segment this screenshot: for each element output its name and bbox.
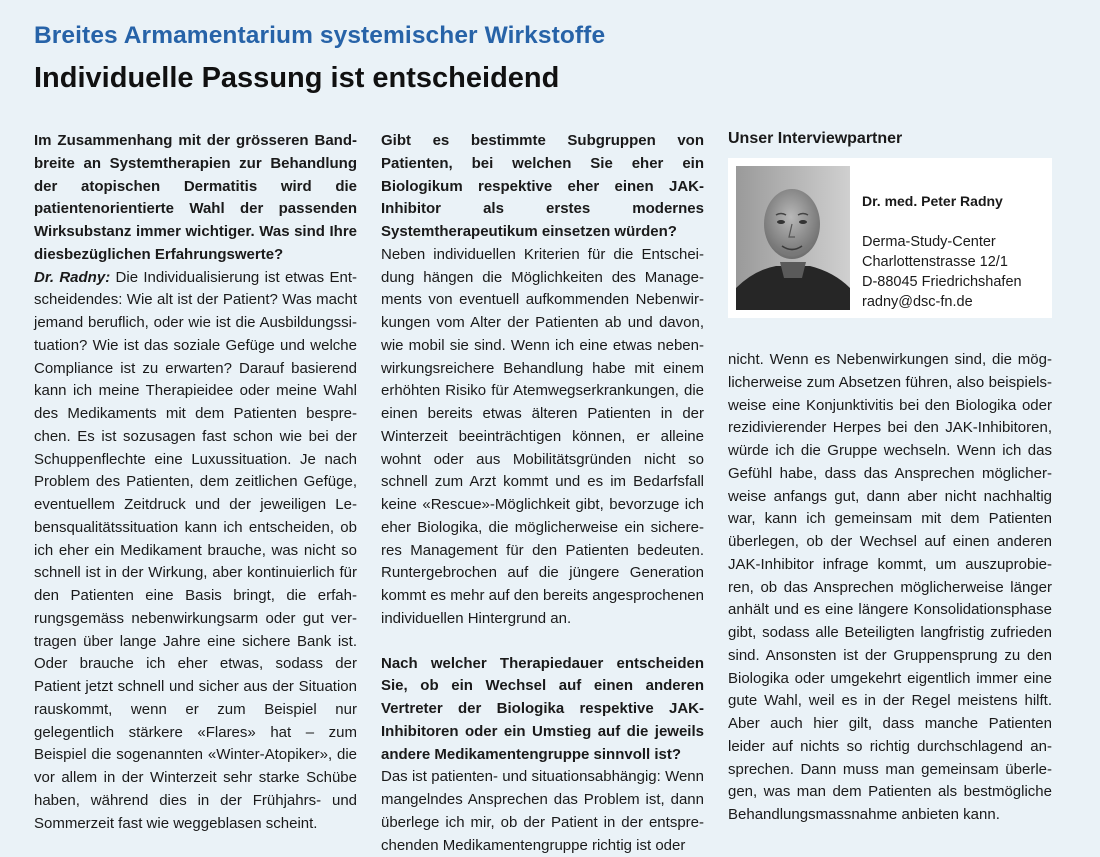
question-3: Nach welcher Therapiedauer entscheiden Sie, ob ein Wechsel auf einen anderen Vertreter der Biologika respektive JAK-Inhibitoren oder ein Umstieg auf die jeweils andere Medikamentengruppe sinnvoll ist? bbox=[381, 654, 704, 763]
article-column-3 bbox=[728, 349, 1052, 827]
partner-card bbox=[728, 158, 1052, 318]
portrait-photo bbox=[736, 166, 850, 310]
partner-heading: Unser Interviewpartner bbox=[728, 130, 903, 147]
partner-email: radny@dsc-fn.de bbox=[862, 294, 973, 310]
question-1: Im Zusammenhang mit der grösseren Bandbreite an Systemtherapien zur Behandlung der atopischen Dermatitis wird die patientenorientierte Wahl der passenden Wirksubstanz immer wichtiger. Was sind Ihre diesbezüglichen Erfahrungswerte? bbox=[34, 132, 357, 263]
article-column-1 bbox=[34, 130, 357, 835]
article-column-2 bbox=[381, 130, 704, 857]
partner-org: Derma-Study-Center bbox=[862, 234, 996, 250]
partner-street: Charlottenstrasse 12/1 bbox=[862, 254, 1008, 270]
partner-address bbox=[862, 232, 1022, 312]
answer-2: Neben individuellen Kriterien für die Entscheidung hängen die Möglichkeiten des Managements von eventuell aufkommenden Nebenwirkungen vom Alter der Patienten ab und davon, wie mobil sie sind. Wenn ich eine etwas nebenwirkungsreichere Behandlung habe mit einem erhöhten Risiko für Atemwegserkrankungen, die einen bereits etwas älteren Patienten in der Winterzeit beeinträchtigen können, er alleine wohnt oder aus Mobilitätsgründen nicht so schnell zum Arzt kommt und es im Bedarfsfall keine «Rescue»-Möglichkeit gibt, bevorzuge ich eher Biologika, die möglicherweise ein sichereres Management für den Patienten bedeuten. Runtergebrochen auf die jüngere Generation kommt es mehr auf den bereits angesprochenen individuellen Hintergrund an. bbox=[381, 245, 704, 627]
article-headline: Individuelle Passung ist entscheidend bbox=[34, 62, 560, 94]
speaker-label: Dr. Radny: bbox=[34, 268, 111, 286]
answer-1-text: Die Individualisierung ist etwas Entscheidendes: Wie alt ist der Patient? Was macht jemand beruflich, oder wie ist die Ausbildungssituation? Wie ist das soziale Gefüge und welche Compliance ist zu erwarten? Darauf basierend kann ich meine Therapieidee oder meine Wahl des Medikaments mit dem Patienten besprechen. Es ist sozusagen fast schon wie bei der Schuppenflechte eine Luxussituation. Je nach Problem des Patienten, dem zeitlichen Gefüge, eventuellem Zeitdruck und der jeweiligen Lebensqualitätssituation kann ich entscheiden, ob ich eher ein Medikament brauche, was nicht so schnell ist in der Wirkung, aber kontinuierlich für den Patienten eine Basis bringt, die erfahrungsgemäss nebenwirkungsarm oder gut vertragen über lange Jahre eine sichere Bank ist. Oder brauche ich eher etwas, sodass der Patient jetzt schnell und sicher aus der Situation rauskommt, wenn er zum Beispiel nur gelegentlich stärkere «Flares» hat – zum Beispiel die sogenannten «Winter-Atopiker», die vor allem in der Winterzeit sehr starke Schübe haben, während dies in der Frühjahrs- und Sommerzeit fast wie weggeblasen scheint. bbox=[34, 268, 357, 832]
partner-city: D-88045 Friedrichshafen bbox=[862, 274, 1022, 290]
question-2: Gibt es bestimmte Subgruppen von Patienten, bei welchen Sie eher ein Biologikum respektive eher einen JAK-Inhibitor als erstes modernes Systemtherapeutikum einsetzen würden? bbox=[381, 132, 704, 240]
paragraph-gap bbox=[381, 631, 704, 653]
answer-3: Das ist patienten- und situationsabhängig: Wenn mangelndes Ansprechen das Problem ist, dann überlege ich mir, ob der Patient in der entsprechenden Medikamentengruppe richtig ist oder bbox=[381, 768, 704, 854]
portrait-image bbox=[736, 166, 850, 310]
answer-3-continued: nicht. Wenn es Nebenwirkungen sind, die möglicherweise zum Absetzen führen, also beispielsweise eine Konjunktivitis bei den Biologika oder rezidivierender Herpes bei den JAK-Inhibitoren, würde ich die Gruppe wechseln. Wenn ich das Gefühl habe, dass das Ansprechen möglicherweise anfangs gut, dann aber nicht nachhaltig war, kann ich gemeinsam mit dem Patienten überlegen, ob der Wechsel auf einen anderen JAK-Inhibitor infrage kommt, um auszuprobieren, ob das Ansprechen möglicherweise länger anhält und es eine längere Konsolidationsphase gibt, sodass alle Beteiligten langfristig zufrieden sind. Ansonsten ist der Gruppensprung zu den Biologika oder umgekehrt eigentlich immer eine gute Wahl, weil es in der Regel meistens hilft. Aber auch hier gilt, dass manche Patienten leider auf nichts so richtig durchschlagend ansprechen. Dann muss man gemeinsam überlegen, was man dem Patienten als bestmögliche Behandlungsmassnahme anbieten kann. bbox=[728, 351, 1052, 823]
section-kicker: Breites Armamentarium systemischer Wirkstoffe bbox=[34, 22, 606, 49]
answer-1 bbox=[34, 267, 357, 836]
partner-name: Dr. med. Peter Radny bbox=[862, 193, 1003, 209]
